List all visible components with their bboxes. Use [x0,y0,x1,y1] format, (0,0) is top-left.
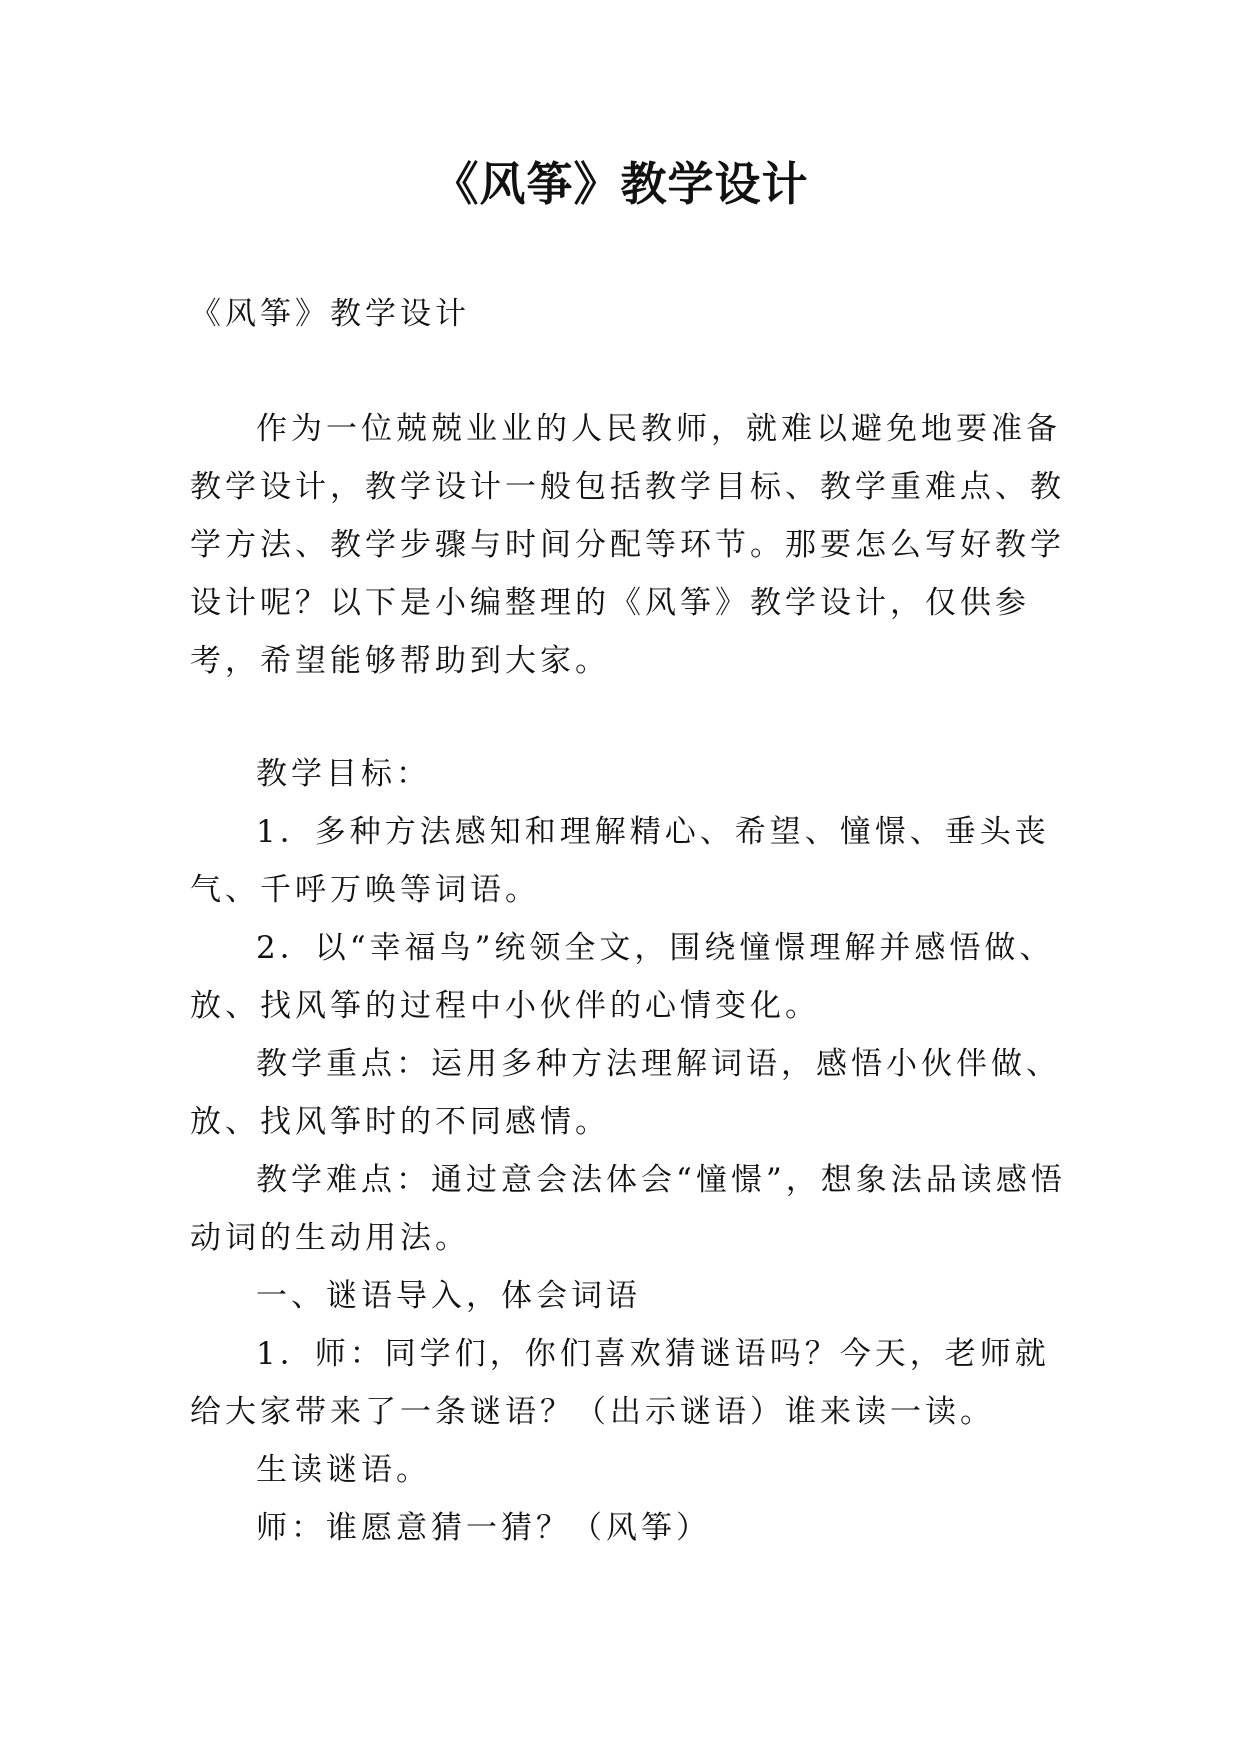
section-heading-riddle-intro: 一、谜语导入，体会词语 [256,1278,641,1314]
student-reads-riddle: 生读谜语。 [256,1452,431,1488]
document-subtitle [190,285,1070,343]
objective-item-2: 2．以“幸福鸟”统领全文，围绕憧憬理解并感悟做、放、找风筝的过程中小伙伴的心情变化。 [190,930,1055,1024]
teacher-question: 师：谁愿意猜一猜？（风筝） [256,1510,711,1546]
intro-section [190,400,1070,690]
subtitle-line: 《风筝》教学设计 [190,296,470,332]
riddle-step-1: 1．师：同学们，你们喜欢猜谜语吗？今天，老师就给大家带来了一条谜语？（出示谜语）谁来读一读。 [190,1336,1050,1430]
objective-item-1: 1．多种方法感知和理解精心、希望、憧憬、垂头丧气、千呼万唤等词语。 [190,814,1050,908]
section-heading-objectives: 教学目标： [256,756,431,792]
document-title: 《风筝》教学设计 [432,157,809,211]
intro-paragraph: 作为一位兢兢业业的人民教师，就难以避免地要准备教学设计，教学设计一般包括教学目标、教学重难点、教学方法、教学步骤与时间分配等环节。那要怎么写好教学设计呢？以下是小编整理的《风筝》教学设计，仅供参考，希望能够帮助到大家。 [190,411,1065,679]
teaching-focus-paragraph: 教学重点：运用多种方法理解词语，感悟小伙伴做、放、找风筝时的不同感情。 [190,1046,1061,1140]
content-section [190,745,1070,1557]
teaching-difficulty-paragraph: 教学难点：通过意会法体会“憧憬”，想象法品读感悟动词的生动用法。 [190,1162,1066,1256]
